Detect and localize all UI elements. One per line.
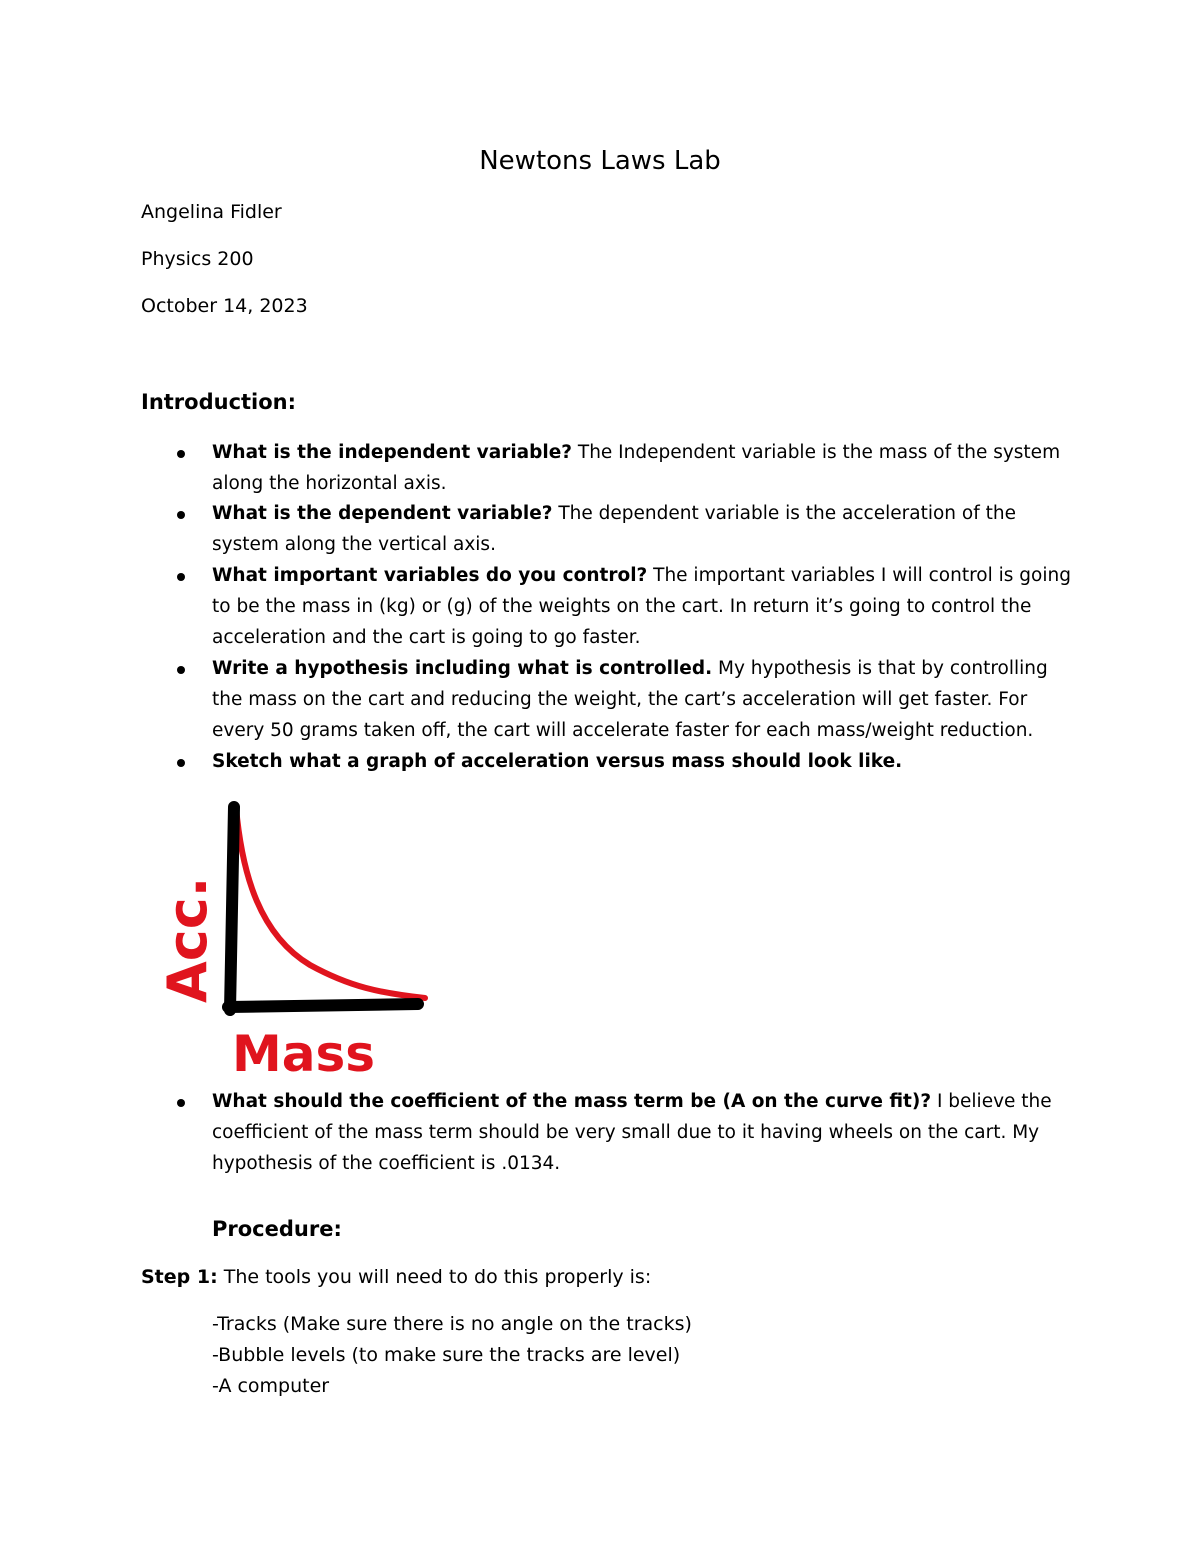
question-item: [141, 746, 1071, 777]
tool-item: -Tracks (Make sure there is no angle on the tracks): [212, 1313, 692, 1335]
answer-text: My hypothesis is that by controlling the mass on the cart and reducing the weight, the cart’s acceleration will get faster. For every 50 grams taken off, the cart will accelerate faster for each mass/weight reduction.: [212, 658, 1048, 741]
question-item: [141, 1086, 1071, 1179]
tool-item: -A computer: [212, 1375, 330, 1397]
question-text: What should the coefficient of the mass term be (A on the curve fit)?: [212, 1091, 932, 1112]
question-text: What is the independent variable?: [212, 442, 573, 463]
question-item: [141, 560, 1071, 653]
question-text: What important variables do you control?: [212, 565, 648, 586]
procedure-heading: Procedure:: [212, 1217, 342, 1241]
answer-text: The important variables I will control is going to be the mass in (kg) or (g) of the weights on the cart. In return it’s going to control the acceleration and the cart is going to go faster.: [212, 565, 1071, 648]
answer-text: The Independent variable is the mass of the system along the horizontal axis.: [212, 442, 1061, 494]
sketch-x-label: Mass: [232, 1025, 376, 1083]
document-date: October 14, 2023: [141, 295, 308, 317]
step-text: The tools you will need to do this properly is:: [217, 1266, 652, 1288]
sketch-y-axis: [230, 807, 234, 1010]
question-text: Write a hypothesis including what is controlled.: [212, 658, 713, 679]
bullet-icon: [177, 573, 185, 581]
sketch-x-axis: [228, 1004, 418, 1007]
question-item: [141, 498, 1071, 560]
course-name: Physics 200: [141, 248, 254, 270]
acceleration-vs-mass-sketch: [150, 795, 440, 1085]
step-label: Step 1:: [141, 1266, 218, 1288]
bullet-icon: [177, 450, 185, 458]
document-title: Newtons Laws Lab: [479, 146, 721, 176]
sketch-curve: [236, 807, 425, 998]
tool-item: -Bubble levels (to make sure the tracks are level): [212, 1344, 681, 1366]
question-item: [141, 653, 1071, 746]
answer-text: I believe the coefficient of the mass term should be very small due to it having wheels on the cart. My hypothesis of the coefficient is .0134.: [212, 1091, 1052, 1174]
question-text: What is the dependent variable?: [212, 503, 553, 524]
procedure-step-1: [141, 1266, 651, 1288]
bullet-icon: [177, 666, 185, 674]
author-name: Angelina Fidler: [141, 201, 282, 223]
question-text: Sketch what a graph of acceleration versus mass should look like.: [212, 751, 903, 772]
sketch-y-label: Acc.: [156, 876, 219, 1003]
bullet-icon: [177, 759, 185, 767]
question-item: [141, 437, 1071, 499]
introduction-heading: Introduction:: [141, 390, 297, 414]
bullet-icon: [177, 511, 185, 519]
bullet-icon: [177, 1099, 185, 1107]
answer-text: The dependent variable is the acceleration of the system along the vertical axis.: [212, 503, 1016, 555]
